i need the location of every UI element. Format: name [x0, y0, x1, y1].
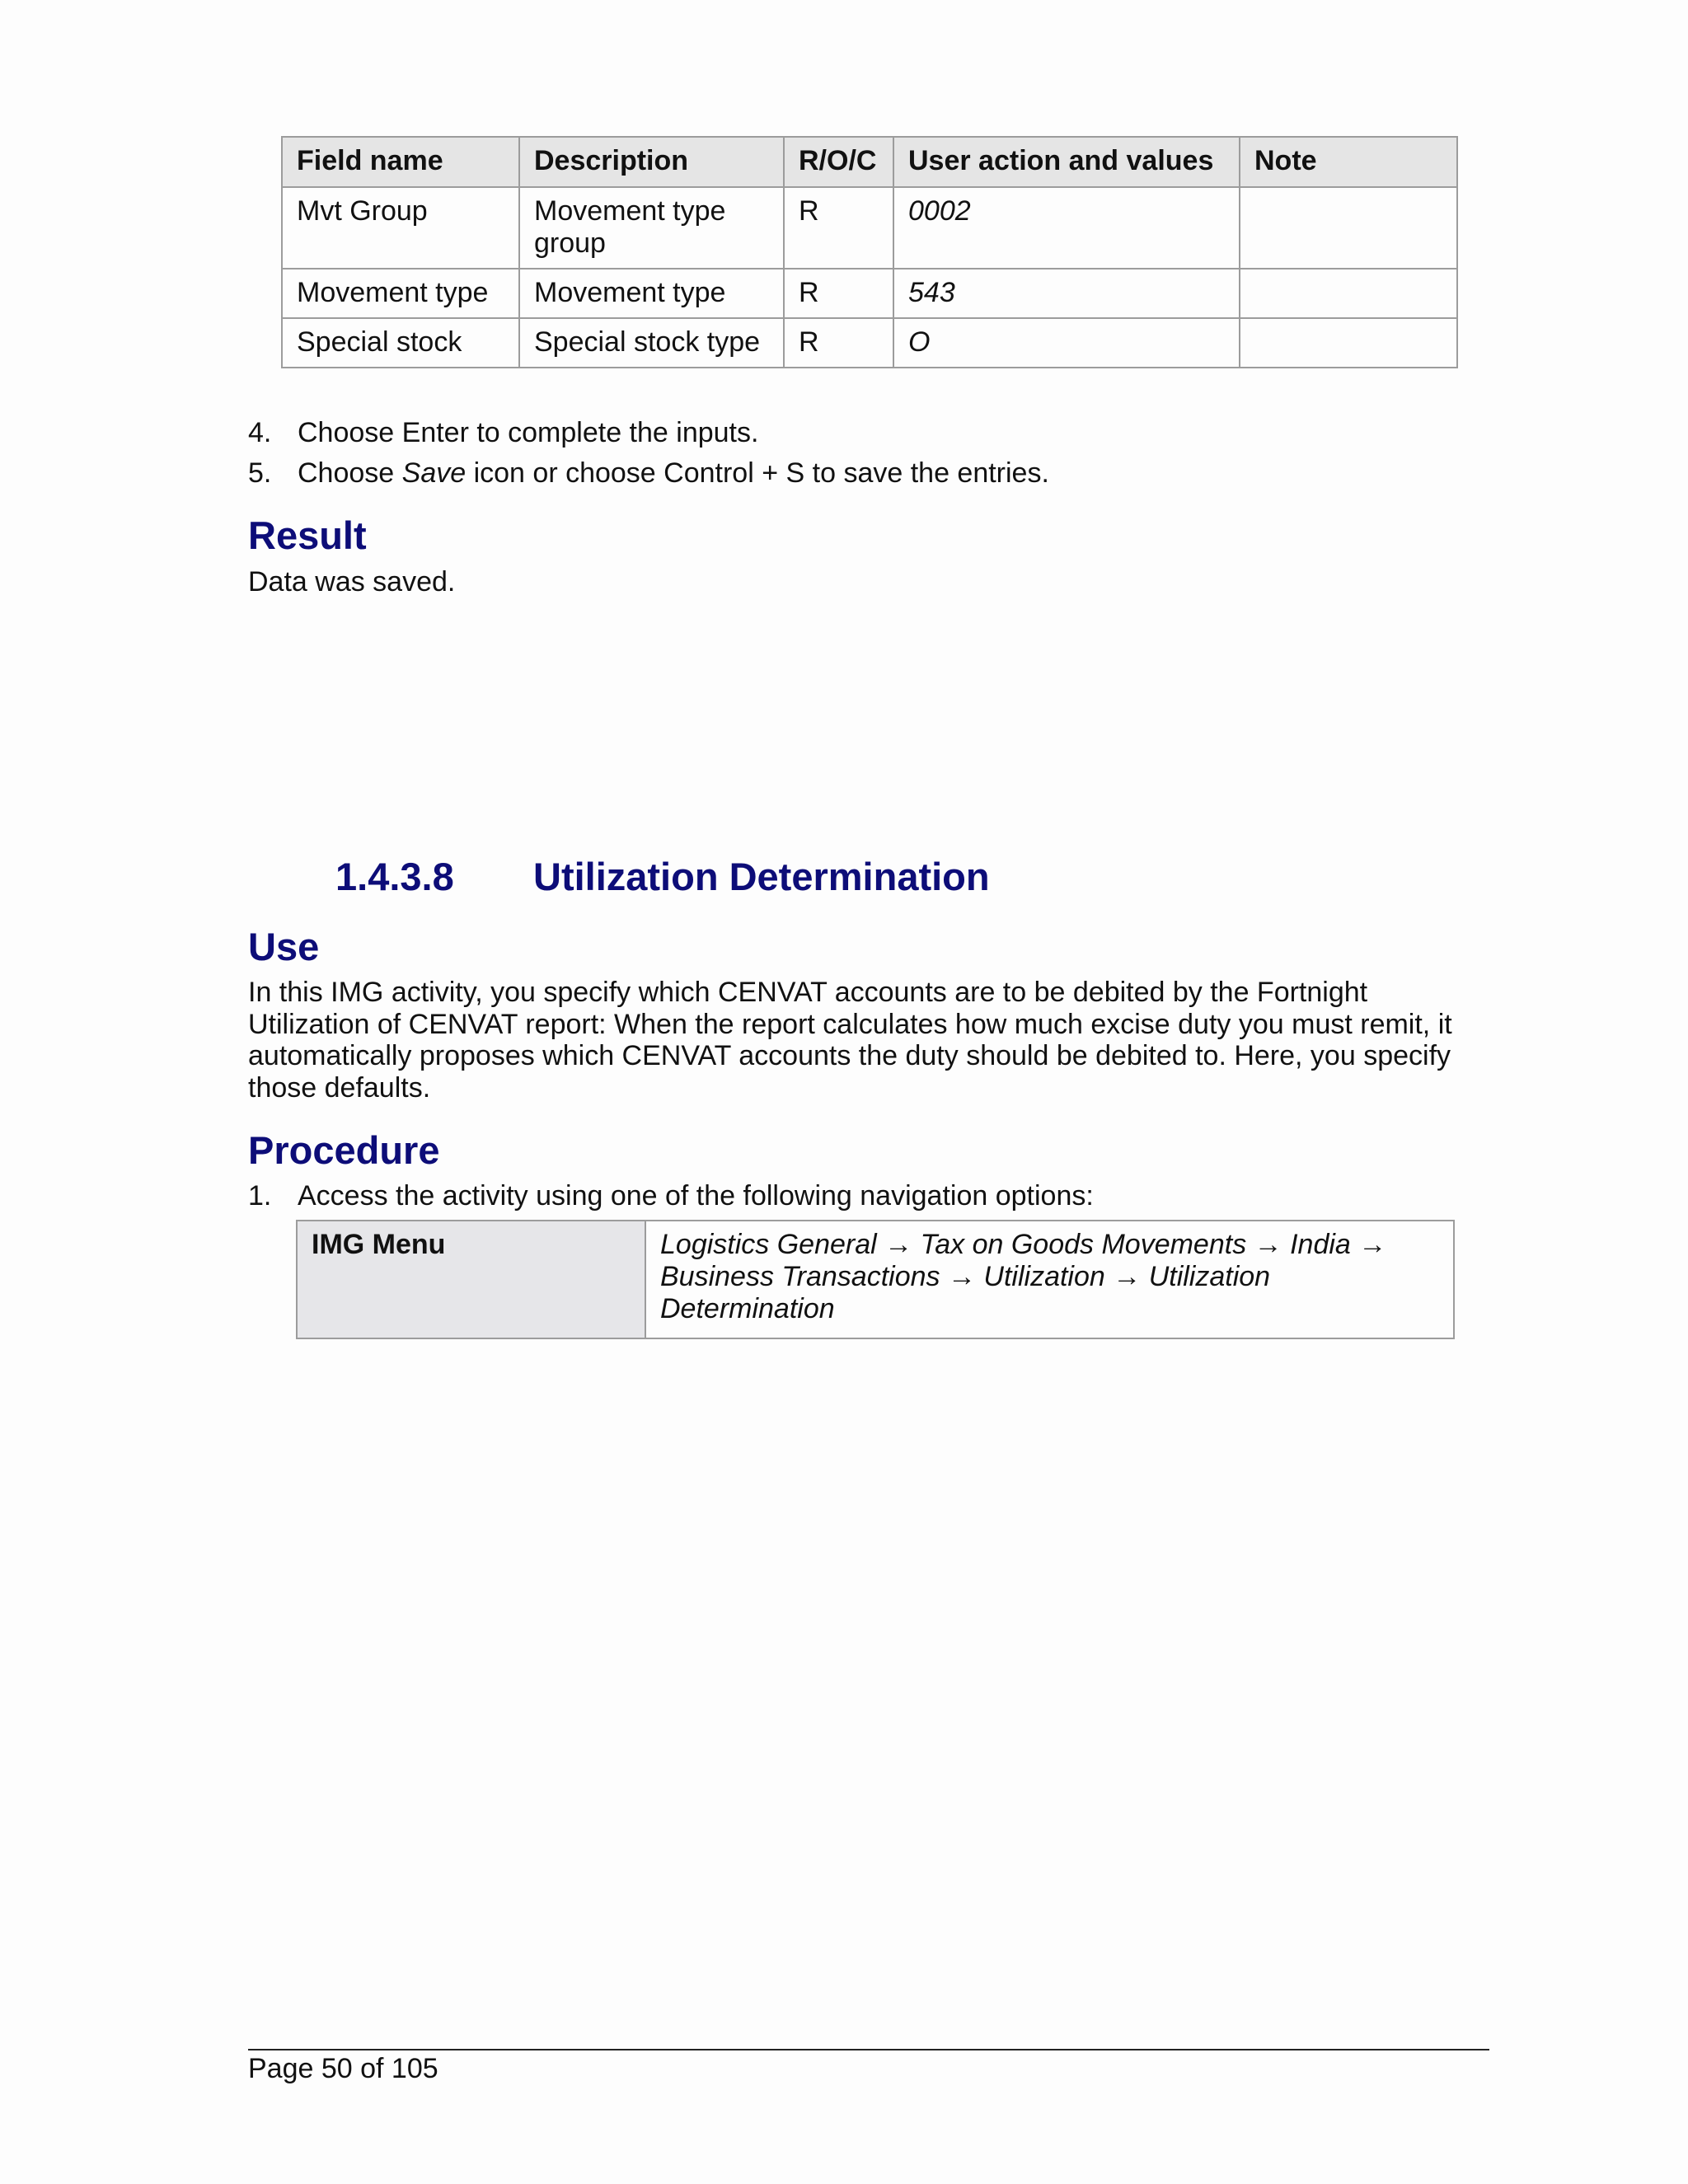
navigation-table — [296, 1220, 1455, 1339]
cell-note — [1240, 187, 1457, 269]
use-line: automatically proposes which CENVAT accounts the duty should be debited to. Here, you specify — [248, 1040, 1451, 1071]
section-title: Utilization Determination — [533, 855, 990, 898]
cell-roc: R — [784, 318, 893, 368]
cell-description: Special stock type — [519, 318, 784, 368]
procedure-heading: Procedure — [248, 1128, 440, 1172]
footer-divider — [248, 2049, 1489, 2050]
header-note: Note — [1240, 137, 1457, 187]
menu-path-line: Logistics General → Tax on Goods Movements → India → — [660, 1229, 1387, 1260]
use-line: In this IMG activity, you specify which CENVAT accounts are to be debited by the Fortnight — [248, 977, 1368, 1008]
header-field-name: Field name — [282, 137, 519, 187]
menu-path-line: Business Transactions → Utilization → Utilization — [660, 1261, 1271, 1292]
cell-note — [1240, 269, 1457, 318]
use-line: Utilization of CENVAT report: When the report calculates how much excise duty you must remit, it — [248, 1008, 1452, 1040]
table-row — [282, 269, 1457, 318]
header-description: Description — [519, 137, 784, 187]
list-item — [248, 1179, 1484, 1212]
save-term: Save — [401, 457, 467, 489]
cell-note — [1240, 318, 1457, 368]
cell-value: 0002 — [893, 187, 1240, 269]
step-text: Access the activity using one of the following navigation options: — [298, 1180, 1094, 1212]
cell-value: 543 — [893, 269, 1240, 318]
img-menu-path — [645, 1221, 1454, 1338]
page-number: Page 50 of 105 — [248, 2053, 438, 2084]
field-table — [281, 136, 1458, 368]
list-item — [248, 416, 1484, 449]
use-heading: Use — [248, 925, 320, 968]
result-text: Data was saved. — [248, 566, 456, 598]
step-text: Choose Enter to complete the inputs. — [298, 417, 759, 448]
result-heading: Result — [248, 513, 367, 557]
cell-field: Special stock — [282, 318, 519, 368]
step-number: 4. — [248, 417, 272, 448]
table-row — [282, 318, 1457, 368]
menu-path-line: Determination — [660, 1293, 835, 1324]
step-text: Choose Save icon or choose Control + S to save the entries. — [298, 457, 1049, 489]
cell-description: Movement type — [519, 269, 784, 318]
table-header-row — [282, 137, 1457, 187]
cell-description: Movement type group — [519, 187, 784, 269]
cell-field: Movement type — [282, 269, 519, 318]
step-number: 5. — [248, 457, 272, 489]
cell-field: Mvt Group — [282, 187, 519, 269]
header-user-action: User action and values — [893, 137, 1240, 187]
cell-value: O — [893, 318, 1240, 368]
table-row — [297, 1221, 1454, 1338]
use-paragraph — [248, 977, 1493, 1104]
section-number: 1.4.3.8 — [335, 855, 454, 898]
img-menu-label: IMG Menu — [297, 1221, 645, 1338]
table-row — [282, 187, 1457, 269]
step-number: 1. — [248, 1180, 272, 1212]
cell-roc: R — [784, 269, 893, 318]
list-item — [248, 457, 1484, 490]
header-roc: R/O/C — [784, 137, 893, 187]
cell-roc: R — [784, 187, 893, 269]
use-line: those defaults. — [248, 1071, 431, 1104]
